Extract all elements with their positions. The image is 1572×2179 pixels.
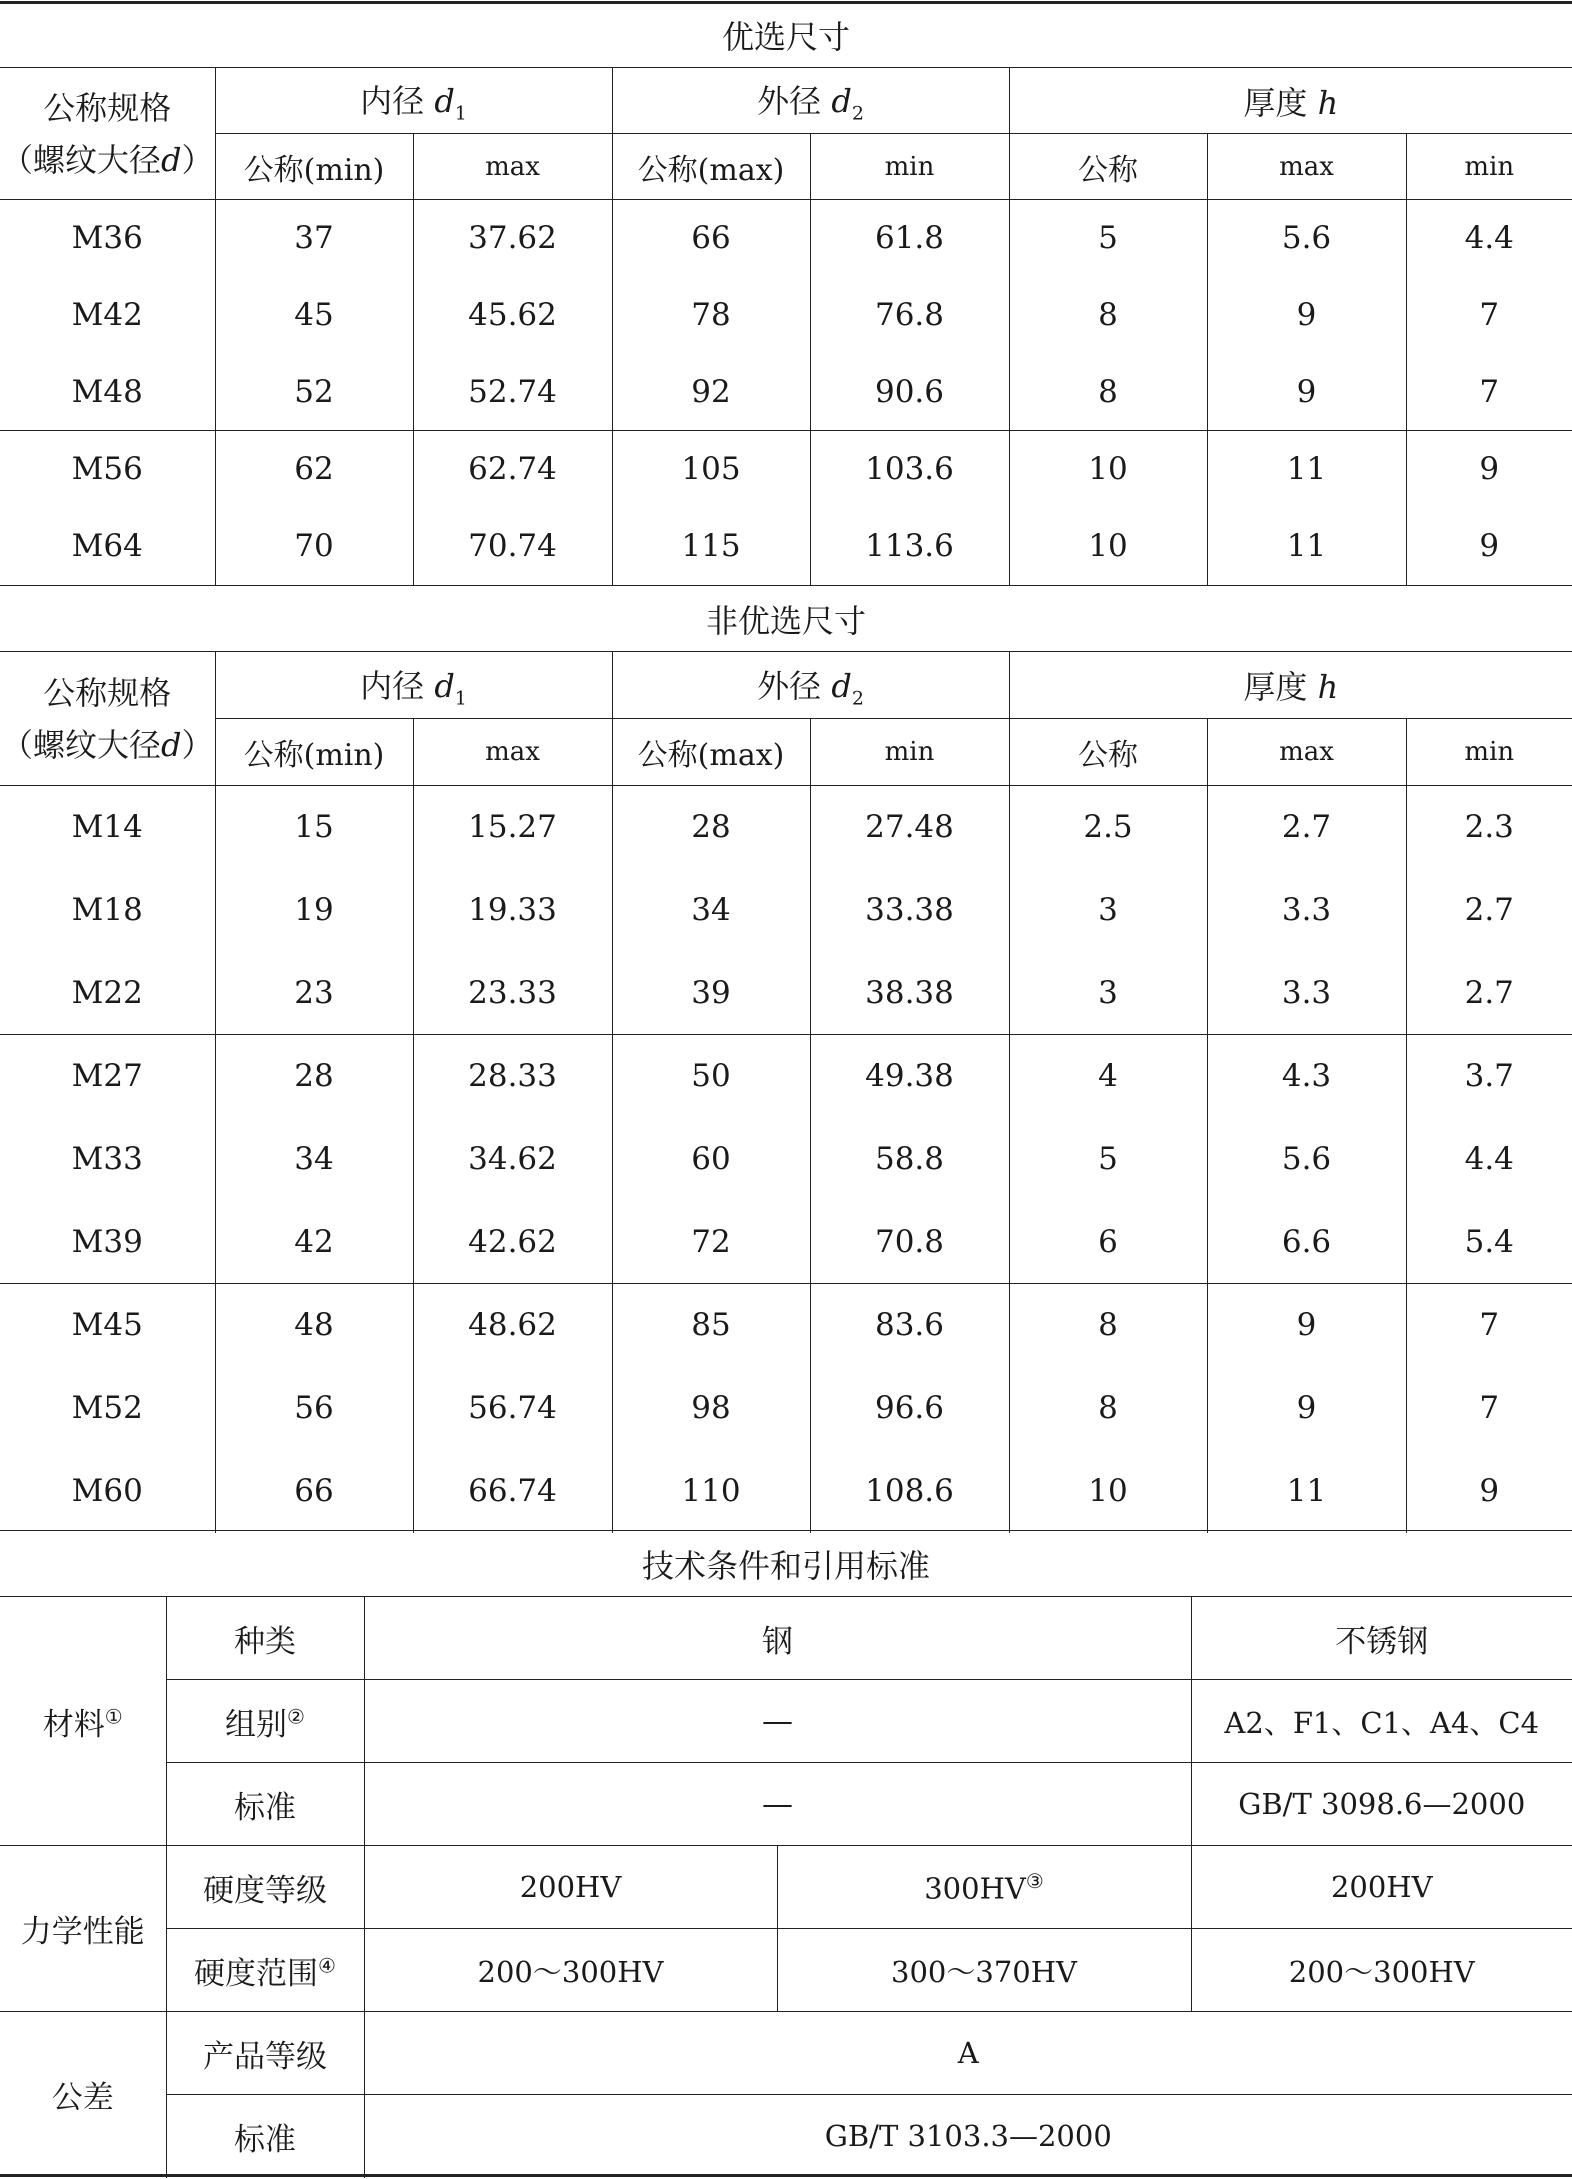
material-type-label: 种类 xyxy=(166,1597,364,1680)
thick-min-cell: 4.4 xyxy=(1406,1118,1572,1201)
spec-header-line2: （螺纹大径d） xyxy=(0,140,214,179)
preferred-data xyxy=(0,199,1572,585)
thick-max-cell: 5.6 xyxy=(1207,200,1406,277)
spec-cell: M39 xyxy=(71,1223,143,1260)
outer-min-cell: 33.38 xyxy=(810,869,1009,952)
inner-max-cell: 42.62 xyxy=(413,1201,612,1284)
thick-max-cell: 11 xyxy=(1207,1450,1406,1533)
thick-nominal-cell: 8 xyxy=(1009,1367,1207,1450)
outer-nominal-cell: 78 xyxy=(612,277,810,354)
tech-title-table xyxy=(0,1530,1572,1597)
table-row xyxy=(0,277,1572,354)
spec-header-line1: 公称规格 xyxy=(43,673,172,712)
spec-cell: M33 xyxy=(71,1141,143,1177)
thick-min-cell: 3.7 xyxy=(1406,1035,1572,1118)
tech-section-title: 技术条件和引用标准 xyxy=(0,1531,1572,1597)
thick-nominal-cell: 10 xyxy=(1009,1450,1207,1533)
inner-max-cell: 15.27 xyxy=(413,786,612,869)
table-row xyxy=(0,952,1572,1035)
thick-nominal-cell: 5 xyxy=(1009,200,1207,277)
thick-nominal-cell: 10 xyxy=(1009,431,1207,508)
outer-nominal-cell: 28 xyxy=(612,786,810,869)
inner-nominal-cell: 62 xyxy=(215,431,413,508)
thick-min-cell: 9 xyxy=(1406,431,1572,508)
table-row xyxy=(0,1035,1572,1118)
outer-nominal-cell: 98 xyxy=(612,1367,810,1450)
thick-min-cell: 9 xyxy=(1406,1450,1572,1533)
thick-max-cell: 5.6 xyxy=(1207,1118,1406,1201)
inner-nominal-cell: 34 xyxy=(215,1118,413,1201)
spec-cell: M60 xyxy=(71,1473,143,1509)
thick-max-cell: 6.6 xyxy=(1207,1201,1406,1284)
bottom-rule xyxy=(0,2174,1572,2177)
outer-nominal-cell: 110 xyxy=(612,1450,810,1533)
tolerance-standard-value: GB/T 3103.3—2000 xyxy=(364,2095,1572,2178)
outer-nominal-cell: 105 xyxy=(612,431,810,508)
inner-diameter-header: 内径 $d_1$ xyxy=(215,652,612,719)
outer-min-cell: 113.6 xyxy=(810,508,1009,585)
thick-max-header: max xyxy=(1207,719,1406,786)
inner-nominal-cell: 19 xyxy=(215,869,413,952)
outer-min-cell: 49.38 xyxy=(810,1035,1009,1118)
inner-max-cell: 45.62 xyxy=(413,277,612,354)
thick-max-cell: 3.3 xyxy=(1207,869,1406,952)
material-group-steel: — xyxy=(364,1680,1191,1763)
outer-nominal-cell: 72 xyxy=(612,1201,810,1284)
spec-header xyxy=(0,652,215,786)
thick-max-cell: 3.3 xyxy=(1207,952,1406,1035)
inner-nominal-cell: 23 xyxy=(215,952,413,1035)
spec-cell: M36 xyxy=(0,200,215,277)
thick-min-cell: 7 xyxy=(1406,354,1572,431)
thickness-header: 厚度 h xyxy=(1009,68,1572,134)
outer-nominal-cell: 60 xyxy=(612,1118,810,1201)
material-group-label: 组别② xyxy=(166,1680,364,1763)
thick-max-header: max xyxy=(1207,134,1406,200)
outer-diameter-header: 外径 $d_2$ xyxy=(612,652,1009,719)
spec-cell: M64 xyxy=(71,528,143,564)
material-standard-label: 标准 xyxy=(166,1763,364,1846)
outer-min-cell: 38.38 xyxy=(810,952,1009,1035)
nonpreferred-header xyxy=(0,651,1572,786)
thick-min-header: min xyxy=(1406,134,1572,200)
thick-min-cell: 5.4 xyxy=(1406,1201,1572,1284)
outer-min-cell: 108.6 xyxy=(810,1450,1009,1533)
thick-min-cell: 7 xyxy=(1406,1367,1572,1450)
thick-nominal-cell: 4 xyxy=(1009,1035,1207,1118)
tech-table xyxy=(0,1596,1572,2178)
nonpreferred-title-table xyxy=(0,585,1572,652)
outer-nominal-max-header: 公称(max) xyxy=(612,134,810,200)
thick-max-cell: 9 xyxy=(1207,277,1406,354)
preferred-header xyxy=(0,67,1572,200)
hardness-grade-3: 200HV xyxy=(1191,1846,1572,1929)
preferred-section-title: 优选尺寸 xyxy=(722,18,851,56)
thick-nominal-cell: 8 xyxy=(1009,1284,1207,1367)
hardness-grade-label: 硬度等级 xyxy=(166,1846,364,1929)
preferred-sizes-table xyxy=(0,3,1572,67)
outer-nominal-max-header: 公称(max) xyxy=(612,719,810,786)
inner-max-header: max xyxy=(413,134,612,200)
outer-nominal-cell: 50 xyxy=(612,1035,810,1118)
outer-nominal-cell: 85 xyxy=(612,1284,810,1367)
thick-min-cell: 7 xyxy=(1406,277,1572,354)
outer-min-cell: 83.6 xyxy=(810,1284,1009,1367)
hardness-range-label: 硬度范围④ xyxy=(166,1929,364,2012)
thick-max-cell: 4.3 xyxy=(1207,1035,1406,1118)
spec-header xyxy=(0,68,215,200)
outer-min-header: min xyxy=(810,719,1009,786)
table-row xyxy=(0,786,1572,869)
outer-min-cell: 70.8 xyxy=(810,1201,1009,1284)
table-row xyxy=(0,354,1572,431)
thick-min-cell: 2.7 xyxy=(1406,952,1572,1035)
spec-cell: M42 xyxy=(71,297,143,333)
inner-nominal-cell: 37 xyxy=(215,200,413,277)
inner-max-cell: 56.74 xyxy=(413,1367,612,1450)
inner-max-cell: 34.62 xyxy=(413,1118,612,1201)
inner-nominal-cell: 66 xyxy=(215,1450,413,1533)
thick-max-cell: 11 xyxy=(1207,508,1406,585)
outer-min-cell: 76.8 xyxy=(810,277,1009,354)
thick-nominal-cell: 5 xyxy=(1009,1118,1207,1201)
inner-diameter-header: 内径 $d_1$ xyxy=(215,68,612,134)
outer-nominal-cell: 34 xyxy=(612,869,810,952)
material-standard-stainless: GB/T 3098.6—2000 xyxy=(1191,1763,1572,1846)
inner-nominal-cell: 52 xyxy=(215,354,413,431)
inner-max-cell: 52.74 xyxy=(413,354,612,431)
material-label: 材料① xyxy=(0,1597,166,1846)
table-row xyxy=(0,1118,1572,1201)
thick-min-cell: 9 xyxy=(1406,508,1572,585)
outer-nominal-cell: 39 xyxy=(612,952,810,1035)
table-row xyxy=(0,1201,1572,1284)
thick-max-cell: 9 xyxy=(1207,354,1406,431)
outer-min-cell: 27.48 xyxy=(810,786,1009,869)
outer-nominal-cell: 66 xyxy=(612,200,810,277)
hardness-range-2: 300～370HV xyxy=(777,1929,1191,2012)
tolerance-label: 公差 xyxy=(0,2012,166,2178)
inner-nominal-cell: 42 xyxy=(215,1201,413,1284)
spec-cell: M27 xyxy=(0,1035,215,1118)
outer-min-cell: 103.6 xyxy=(810,431,1009,508)
inner-max-cell: 28.33 xyxy=(413,1035,612,1118)
table-row xyxy=(0,200,1572,277)
product-grade-label: 产品等级 xyxy=(166,2012,364,2095)
inner-nominal-cell: 28 xyxy=(215,1035,413,1118)
outer-min-cell: 96.6 xyxy=(810,1367,1009,1450)
inner-nominal-cell: 45 xyxy=(215,277,413,354)
inner-nominal-cell: 56 xyxy=(215,1367,413,1450)
table-row xyxy=(0,508,1572,585)
thick-max-cell: 9 xyxy=(1207,1367,1406,1450)
inner-max-cell: 66.74 xyxy=(413,1450,612,1533)
outer-min-cell: 90.6 xyxy=(810,354,1009,431)
hardness-grade-1: 200HV xyxy=(364,1846,777,1929)
outer-diameter-header: 外径 $d_2$ xyxy=(612,68,1009,134)
inner-nominal-min-header: 公称(min) xyxy=(215,719,413,786)
inner-max-cell: 48.62 xyxy=(413,1284,612,1367)
material-stainless: 不锈钢 xyxy=(1191,1597,1572,1680)
table-row xyxy=(0,1450,1572,1533)
inner-max-cell: 37.62 xyxy=(413,200,612,277)
thick-nominal-cell: 8 xyxy=(1009,277,1207,354)
thick-min-cell: 2.3 xyxy=(1406,786,1572,869)
spec-cell: M48 xyxy=(71,373,143,410)
thick-min-cell: 7 xyxy=(1406,1284,1572,1367)
thick-nominal-cell: 3 xyxy=(1009,952,1207,1035)
spec-header-line1: 公称规格 xyxy=(43,88,172,127)
material-steel: 钢 xyxy=(364,1597,1191,1680)
tolerance-standard-label: 标准 xyxy=(166,2095,364,2178)
inner-nominal-cell: 48 xyxy=(215,1284,413,1367)
thick-nominal-cell: 6 xyxy=(1009,1201,1207,1284)
thick-max-cell: 9 xyxy=(1207,1284,1406,1367)
spec-cell: M56 xyxy=(0,431,215,508)
thick-min-header: min xyxy=(1406,719,1572,786)
inner-nominal-min-header: 公称(min) xyxy=(215,134,413,200)
outer-min-cell: 58.8 xyxy=(810,1118,1009,1201)
mechanical-label: 力学性能 xyxy=(0,1846,166,2012)
table-row xyxy=(0,1367,1572,1450)
nonpreferred-data xyxy=(0,785,1572,1533)
inner-max-cell: 23.33 xyxy=(413,952,612,1035)
outer-min-header: min xyxy=(810,134,1009,200)
thick-nominal-header: 公称 xyxy=(1009,719,1207,786)
inner-max-header: max xyxy=(413,719,612,786)
inner-nominal-cell: 15 xyxy=(215,786,413,869)
product-grade-value: A xyxy=(364,2012,1572,2095)
spec-cell: M22 xyxy=(71,974,143,1011)
spec-cell: M52 xyxy=(71,1390,143,1426)
thick-max-cell: 2.7 xyxy=(1207,786,1406,869)
nonpreferred-section-title: 非优选尺寸 xyxy=(0,586,1572,652)
hardness-range-1: 200～300HV xyxy=(364,1929,777,2012)
thick-min-cell: 2.7 xyxy=(1406,869,1572,952)
spec-cell: M45 xyxy=(0,1284,215,1367)
thick-nominal-cell: 2.5 xyxy=(1009,786,1207,869)
table-row xyxy=(0,869,1572,952)
material-standard-steel: — xyxy=(364,1763,1191,1846)
material-group-stainless: A2、F1、C1、A4、C4 xyxy=(1191,1680,1572,1763)
outer-min-cell: 61.8 xyxy=(810,200,1009,277)
thick-nominal-cell: 8 xyxy=(1009,354,1207,431)
inner-max-cell: 62.74 xyxy=(413,431,612,508)
outer-nominal-cell: 92 xyxy=(612,354,810,431)
thick-nominal-header: 公称 xyxy=(1009,134,1207,200)
thick-nominal-cell: 3 xyxy=(1009,869,1207,952)
inner-max-cell: 19.33 xyxy=(413,869,612,952)
table-row xyxy=(0,431,1572,508)
hardness-grade-2: 300HV③ xyxy=(777,1846,1191,1929)
hardness-range-3: 200～300HV xyxy=(1191,1929,1572,2012)
outer-nominal-cell: 115 xyxy=(612,508,810,585)
thickness-header: 厚度 h xyxy=(1009,652,1572,719)
table-row xyxy=(0,1284,1572,1367)
spec-cell: M18 xyxy=(71,892,143,928)
inner-nominal-cell: 70 xyxy=(215,508,413,585)
spec-header-line2: （螺纹大径d） xyxy=(0,725,214,764)
thick-min-cell: 4.4 xyxy=(1406,200,1572,277)
thick-nominal-cell: 10 xyxy=(1009,508,1207,585)
thick-max-cell: 11 xyxy=(1207,431,1406,508)
spec-cell: M14 xyxy=(0,786,215,869)
inner-max-cell: 70.74 xyxy=(413,508,612,585)
